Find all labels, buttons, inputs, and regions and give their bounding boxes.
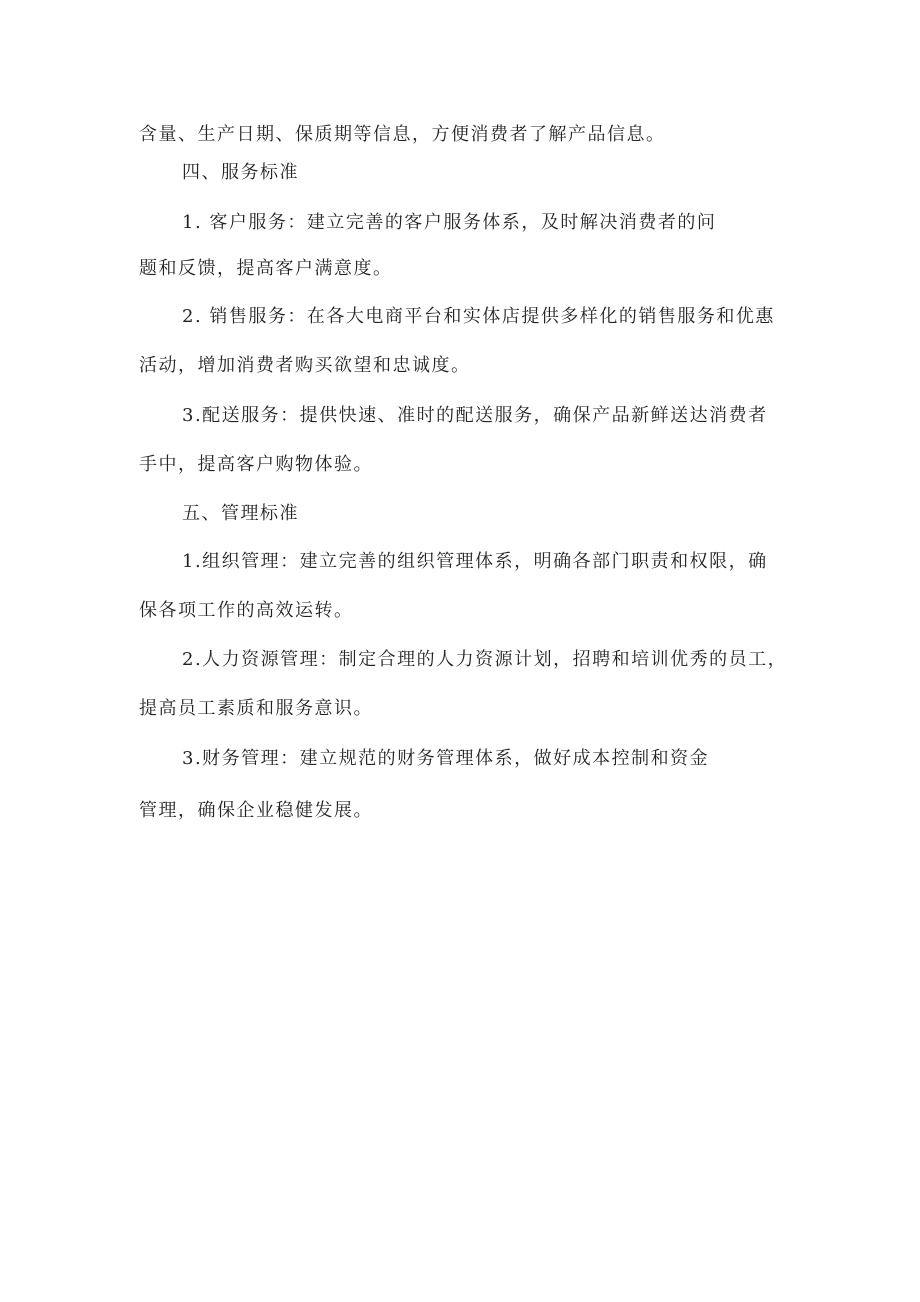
paragraph-line: 3.财务管理：建立规范的财务管理体系，做好成本控制和资金 bbox=[182, 748, 710, 769]
paragraph-line: 2.人力资源管理：制定合理的人力资源计划，招聘和培训优秀的员工， bbox=[182, 649, 788, 670]
paragraph-line: 管理，确保企业稳健发展。 bbox=[139, 800, 373, 821]
paragraph-line: 含量、生产日期、保质期等信息，方便消费者了解产品信息。 bbox=[139, 124, 666, 145]
paragraph-line: 题和反馈，提高客户满意度。 bbox=[139, 258, 393, 279]
paragraph-line: 活动，增加消费者购买欲望和忠诚度。 bbox=[139, 355, 471, 376]
paragraph-line: 1. 客户服务：建立完善的客户服务体系，及时解决消费者的问 bbox=[182, 212, 717, 233]
paragraph-line: 手中，提高客户购物体验。 bbox=[139, 454, 373, 475]
paragraph-line: 3.配送服务：提供快速、准时的配送服务，确保产品新鲜送达消费者 bbox=[182, 405, 768, 426]
paragraph-line: 保各项工作的高效运转。 bbox=[139, 600, 354, 621]
paragraph-line: 2. 销售服务：在各大电商平台和实体店提供多样化的销售服务和优惠 bbox=[182, 306, 775, 327]
section-heading-management: 五、管理标准 bbox=[182, 503, 299, 524]
paragraph-line: 提高员工素质和服务意识。 bbox=[139, 698, 373, 719]
paragraph-line: 1.组织管理：建立完善的组织管理体系，明确各部门职责和权限，确 bbox=[182, 551, 768, 572]
section-heading-service: 四、服务标准 bbox=[182, 162, 299, 183]
